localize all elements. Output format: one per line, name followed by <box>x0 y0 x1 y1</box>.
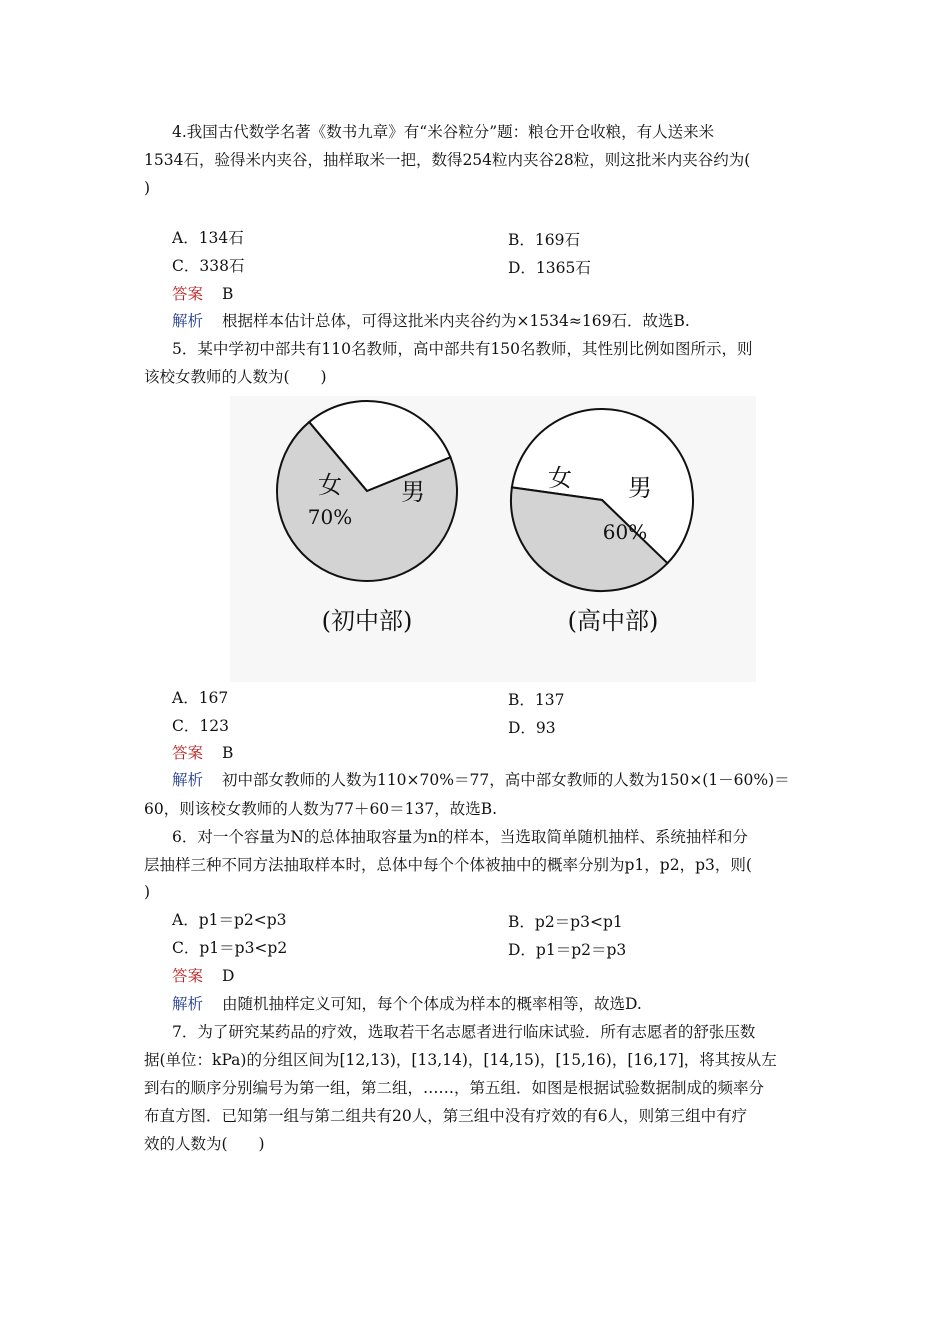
q5-option-a: A．167 <box>172 689 229 707</box>
pie-label-male: 男 <box>401 478 425 506</box>
q4-analysis <box>172 311 690 331</box>
analysis-text: 根据样本估计总体，可得这批米内夹谷约为×1534≈169石．故选B. <box>221 312 690 330</box>
pie-charts <box>230 396 756 682</box>
q5-analysis-line1 <box>172 770 790 790</box>
q6-stem-line2: 层抽样三种不同方法抽取样本时，总体中每个个体被抽中的概率分别为p1，p2，p3，则( <box>144 856 752 874</box>
analysis-text: 初中部女教师的人数为110×70%＝77，高中部女教师的人数为150×(1－60%)＝ <box>221 771 790 789</box>
q4-stem-line2: 1534石，验得米内夹谷，抽样取米一把，数得254粒内夹谷28粒，则这批米内夹谷约为( <box>144 151 751 169</box>
q5-stem-line1: 5．某中学初中部共有110名教师，高中部共有150名教师，其性别比例如图所示，则 <box>172 340 753 358</box>
q4-answer <box>172 284 233 304</box>
q4-option-c: C．338石 <box>172 257 245 275</box>
pie-label-male: 男 <box>628 474 652 502</box>
q7-stem-line1: 7．为了研究某药品的疗效，选取若干名志愿者进行临床试验．所有志愿者的舒张压数 <box>172 1023 756 1041</box>
q4-stem-line3: ) <box>144 179 151 197</box>
q6-option-a: A．p1＝p2<p3 <box>172 911 287 929</box>
q4-option-b: B．169石 <box>508 231 580 249</box>
answer-value: B <box>221 744 234 762</box>
q7-stem-line5: 效的人数为( ) <box>144 1135 265 1153</box>
q7-stem-line3: 到右的顺序分别编号为第一组，第二组，……，第五组．如图是根据试验数据制成的频率分 <box>144 1079 765 1097</box>
q6-option-b: B．p2＝p3<p1 <box>508 913 623 931</box>
q4-stem-line1: 4.我国古代数学名著《数书九章》有“米谷粒分”题：粮仓开仓收粮，有人送来米 <box>172 123 715 141</box>
pie-chart-title: (高中部) <box>567 607 659 635</box>
answer-label: 答案 <box>172 744 204 762</box>
q6-stem-line1: 6．对一个容量为N的总体抽取容量为n的样本，当选取简单随机抽样、系统抽样和分 <box>172 828 748 846</box>
answer-label: 答案 <box>172 967 204 985</box>
q5-answer <box>172 743 233 763</box>
pie-chart-title: (初中部) <box>321 607 413 635</box>
q7-stem-line4: 布直方图．已知第一组与第二组共有20人，第三组中没有疗效的有6人，则第三组中有疗 <box>144 1107 748 1125</box>
analysis-label: 解析 <box>172 771 204 789</box>
q4-option-d: D．1365石 <box>508 259 591 277</box>
q5-stem-line2: 该校女教师的人数为( ) <box>144 368 327 386</box>
pie-percent-label: 60% <box>602 520 648 544</box>
q6-analysis <box>172 994 642 1014</box>
q6-option-d: D．p1＝p2＝p3 <box>508 941 627 959</box>
q5-option-d: D．93 <box>508 719 556 737</box>
answer-value: D <box>221 967 235 985</box>
analysis-text: 由随机抽样定义可知，每个个体成为样本的概率相等，故选D. <box>221 995 642 1013</box>
q5-option-b: B．137 <box>508 691 565 709</box>
pie-percent-label: 70% <box>307 505 353 529</box>
q7-stem-line2: 据(单位：kPa)的分组区间为[12,13)，[13,14)，[14,15)，[15,16)，[16,17]，将其按从左 <box>144 1051 777 1069</box>
q4-option-a: A．134石 <box>172 229 244 247</box>
q6-answer <box>172 966 234 986</box>
answer-value: B <box>221 285 234 303</box>
q6-stem-line3: ) <box>144 883 151 901</box>
q5-option-c: C．123 <box>172 717 229 735</box>
answer-label: 答案 <box>172 285 204 303</box>
q5-analysis-line2: 60，则该校女教师的人数为77＋60＝137，故选B. <box>144 800 498 818</box>
pie-label-female: 女 <box>548 464 572 492</box>
analysis-label: 解析 <box>172 995 204 1013</box>
q6-option-c: C．p1＝p3<p2 <box>172 939 288 957</box>
pie-chart-figure <box>230 396 756 682</box>
pie-label-female: 女 <box>318 471 342 499</box>
analysis-label: 解析 <box>172 312 204 330</box>
